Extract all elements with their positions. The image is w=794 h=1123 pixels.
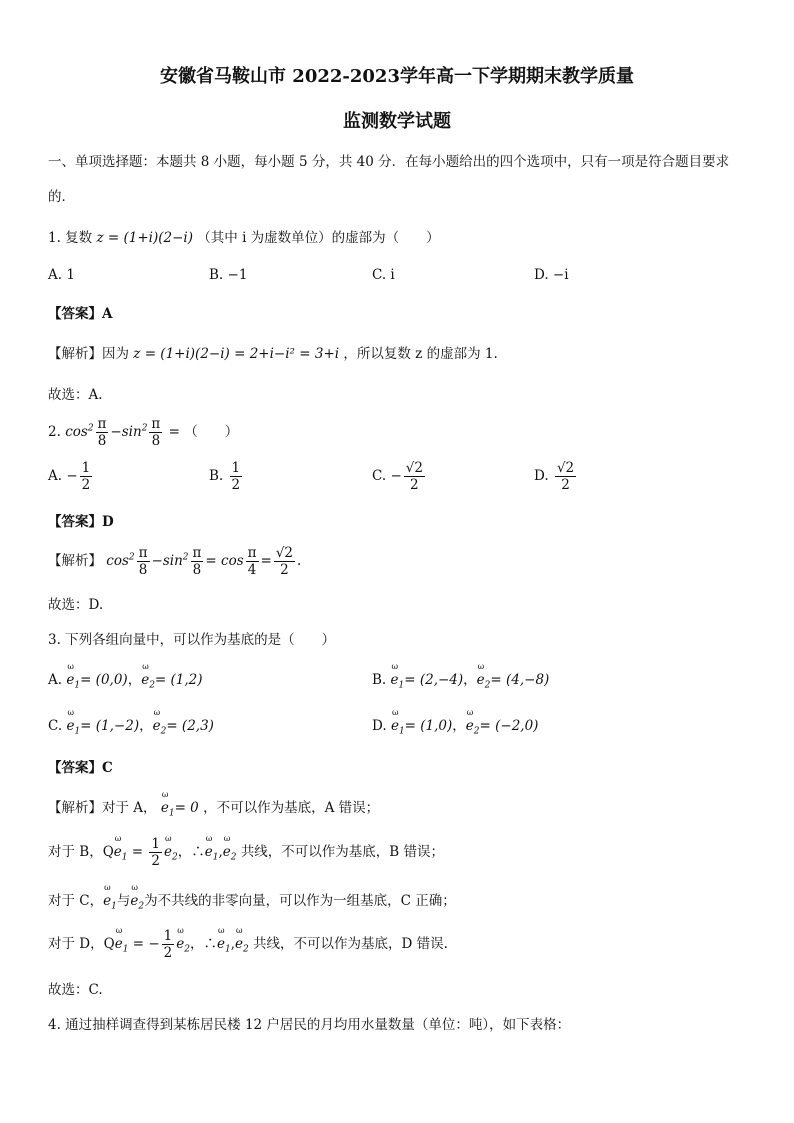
q3-analysis-a: 【解析】对于 A， ω $e_1= 0$ ，不可以作为基底，A 错误； <box>48 796 379 819</box>
q3-analysis-a-suffix: ，不可以作为基底，A 错误； <box>203 800 380 816</box>
title-line-2: 监测数学试题 <box>343 111 451 132</box>
q2-option-c-label: C. <box>372 468 387 484</box>
q3-option-d-label: D. <box>372 718 387 734</box>
q2-option-c: C. − $\frac{√2}{2}$ <box>372 460 423 493</box>
q3-option-a-label: A. <box>48 672 63 688</box>
q2-stem-suffix: = （ ） <box>168 424 239 440</box>
q3-analysis-c-prefix: 对于 C， <box>48 893 104 909</box>
q1-stem-suffix: （其中 i 为虚数单位）的虚部为（ ） <box>197 230 440 246</box>
q3-stem: 3. 下列各组向量中，可以作为基底的是（ ） <box>48 632 336 648</box>
q2-option-a-label: A. <box>48 468 63 484</box>
q1-option-a: A. 1 <box>48 267 75 283</box>
q1-analysis-prefix: 【解析】因为 <box>48 346 129 362</box>
q3-option-d: D. ω $e_1= (1,0)$，ω $e_2= (-2,0)$ <box>372 714 538 737</box>
q3-option-b-label: B. <box>372 672 387 688</box>
q1-stem-prefix: 1. 复数 <box>48 230 93 246</box>
q3-analysis-b-prefix: 对于 B，Q <box>48 844 114 860</box>
q3-answer: 【答案】C <box>48 760 113 776</box>
q2-option-b: B. $\frac{1}{2}$ <box>209 460 241 493</box>
q2-option-d: D. $\frac{√2}{2}$ <box>534 460 575 493</box>
q3-analysis-c: 对于 C，ω $e_1$与ω $e_2$为不共线的非零向量，可以作为一组基底，C 正确； <box>48 889 456 912</box>
q2-option-a: A. − $\frac{1}{2}$ <box>48 460 91 493</box>
q3-analysis-b-suffix: 共线，不可以作为基底，B 错误； <box>240 844 445 860</box>
q3-conclusion: 故选：C. <box>48 982 103 998</box>
q1-stem-expr: z = (1+i)(2−i) <box>96 230 193 246</box>
q3-option-b: B. ω $e_1= (2,-4)$，ω $e_2= (4,-8)$ <box>372 668 549 691</box>
q1-conclusion: 故选：A. <box>48 387 103 403</box>
q3-option-c-v2: = (2,3) <box>166 718 214 734</box>
q3-analysis-a-expr: = 0 <box>174 800 199 816</box>
q3-option-a: A. ω $e_1= (0,0)$，ω $e_2= (1,2)$ <box>48 668 203 691</box>
q1-option-c: C. i <box>372 267 395 283</box>
q3-option-b-v1: = (2,−4) <box>404 672 464 688</box>
q1-stem <box>48 226 440 246</box>
q1-answer: 【答案】A <box>48 306 113 322</box>
q3-analysis-a-prefix: 【解析】对于 A， <box>48 800 157 816</box>
q2-analysis-prefix: 【解析】 <box>48 553 102 569</box>
section-header: 一、单项选择题：本题共 8 小题，每小题 5 分，共 40 分．在每小题给出的四个选项中，只有一项是符合题目要求 <box>48 154 730 170</box>
q4-stem: 4. 通过抽样调查得到某栋居民楼 12 户居民的月均用水量数量（单位：吨），如下表格： <box>48 1017 571 1033</box>
q2-label: 2. <box>48 424 61 440</box>
title-line-1: 安徽省马鞍山市 2022-2023学年高一下学期期末教学质量 <box>160 66 634 87</box>
q1-analysis-suffix: ，所以复数 z 的虚部为 1. <box>343 346 498 362</box>
q2-option-b-label: B. <box>209 468 224 484</box>
q3-analysis-b: 对于 B，Qω $e_1$ = $\frac{1}{2}$ ω $e_2$，∴ω $e_1,\omega$ $e_2$ 共线，不可以作为基底，B 错误； <box>48 836 444 869</box>
q2-answer: 【答案】D <box>48 514 114 530</box>
q2-stem <box>48 416 238 449</box>
q3-option-c-v1: = (1,−2) <box>80 718 140 734</box>
q2-analysis <box>48 545 301 578</box>
q2-expression: $\cos^2$ $\frac{\pi}{8}$ $-\sin^2$ $\frac{\pi}{8}$ <box>65 416 161 449</box>
q3-option-d-v1: = (1,0) <box>404 718 453 734</box>
q2-option-d-label: D. <box>534 468 549 484</box>
q3-analysis-d: 对于 D，Qω $e_1$ = − $\frac{1}{2}$ ω $e_2$，∴ω $e_1,\omega$ $e_2$ 共线，不可以作为基底，D 错误. <box>48 928 448 961</box>
q3-option-b-v2: = (4,−8) <box>490 672 550 688</box>
q3-option-c: C. ω $e_1= (1,-2)$，ω $e_2= (2,3)$ <box>48 714 214 737</box>
q2-conclusion: 故选：D. <box>48 597 104 613</box>
q3-option-c-label: C. <box>48 718 63 734</box>
q3-analysis-d-prefix: 对于 D，Q <box>48 936 115 952</box>
q3-option-d-v2: = (−2,0) <box>479 718 539 734</box>
q1-analysis <box>48 342 498 362</box>
q1-option-d: D. −i <box>534 267 569 283</box>
q3-option-a-v2: = (1,2) <box>154 672 203 688</box>
q3-analysis-d-suffix: 共线，不可以作为基底，D 错误. <box>253 936 448 952</box>
q3-analysis-c-suffix: 为不共线的非零向量，可以作为一组基底，C 正确； <box>144 893 456 909</box>
q1-analysis-expr: z = (1+i)(2−i) = 2+i−i² = 3+i <box>133 346 340 362</box>
section-header-cont: 的． <box>48 189 75 205</box>
q3-option-a-v1: = (0,0) <box>80 672 128 688</box>
q2-analysis-expr: $\cos^2$ $\frac{\pi}{8}$ $-\sin^2$ $\frac{\pi}{8}$ = cos $\frac{\pi}{4}$ = $\frac{√2}{2}$ . <box>106 545 302 578</box>
q3-analysis-c-mid: 与 <box>116 893 131 909</box>
q1-option-b: B. −1 <box>209 267 248 283</box>
